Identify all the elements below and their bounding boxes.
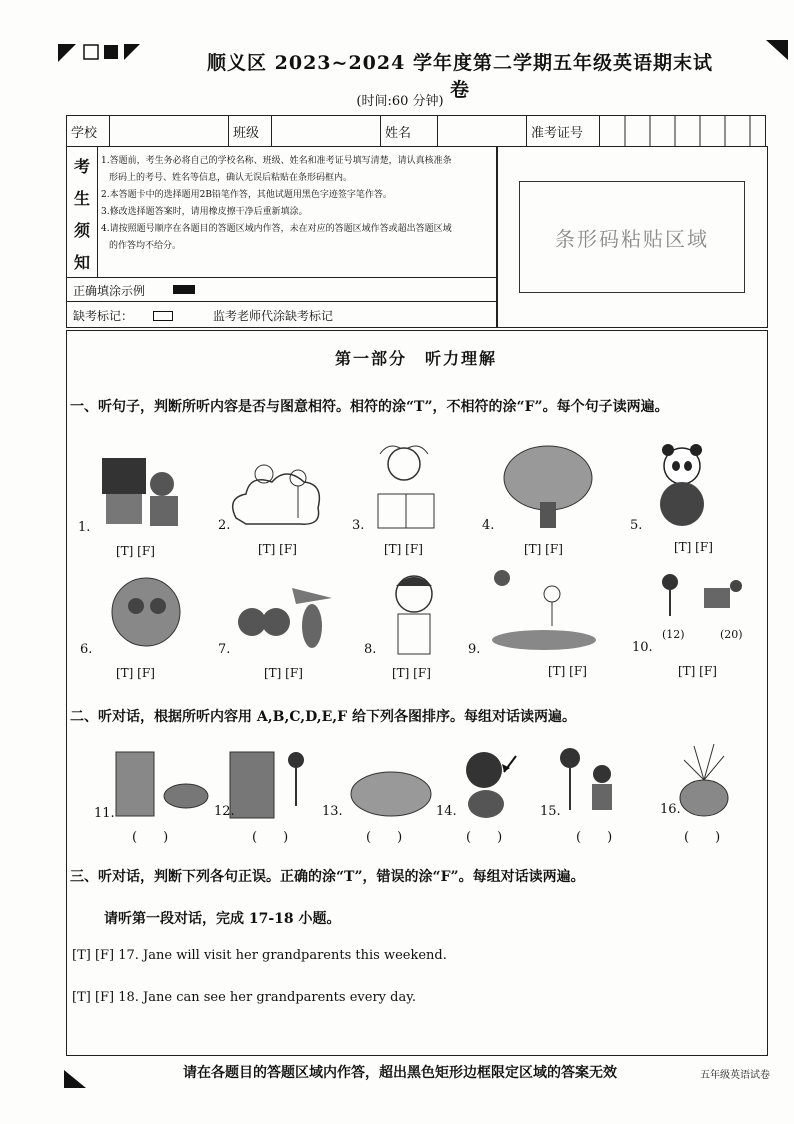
answer-paren[interactable]: ( ) — [252, 830, 289, 845]
kids-with-numbers-image — [656, 570, 746, 628]
answer-paren[interactable]: ( ) — [684, 830, 721, 845]
item-number: 9. — [468, 642, 481, 657]
footer-page-label: 五年级英语试卷 — [700, 1070, 770, 1081]
exam-id-label: 准考证号 — [527, 116, 600, 147]
absent-note: 监考老师代涂缺考标记 — [213, 309, 334, 323]
note-line: 3.修改选择题答案时，请用橡皮擦干净后重新填涂。 — [101, 207, 308, 217]
corner-mark-right — [766, 40, 788, 64]
section2-instruction: 二、听对话，根据所听内容用 A,B,C,D,E,F 给下列各图排序。每组对话读两遍。 — [70, 709, 576, 725]
section3-instruction: 三、听对话，判断下列各句正误。正确的涂“T”，错误的涂“F”。每组对话读两遍。 — [70, 869, 585, 885]
absent-label: 缺考标记： — [73, 309, 134, 323]
number-label: (12) — [662, 628, 685, 641]
item-number: 7. — [218, 642, 231, 657]
item-number: 12. — [214, 804, 235, 819]
bag-shoes-image — [112, 748, 212, 824]
candidate-notes — [66, 146, 498, 328]
tf-bubbles[interactable]: [T] [F] — [264, 666, 303, 680]
fill-example-row — [67, 277, 497, 302]
notes-list — [101, 153, 493, 255]
tf-bubbles[interactable]: [T] [F] — [116, 544, 155, 558]
class-field[interactable] — [272, 116, 381, 147]
tf-bubbles[interactable]: [T] [F] — [384, 542, 423, 556]
tf-bubbles[interactable]: [T] [F] — [548, 664, 587, 678]
tf-bubbles[interactable]: [T] [F] — [392, 666, 431, 680]
triangle-mark-icon — [64, 1070, 86, 1088]
school-field[interactable] — [110, 116, 229, 147]
triangle-mark-icon — [766, 40, 788, 60]
fill-example-label: 正确填涂示例 — [73, 284, 146, 298]
absent-bubble[interactable] — [153, 311, 173, 321]
item-number: 15. — [540, 804, 561, 819]
girl-arrow-image — [460, 746, 524, 826]
filled-bubble-icon — [173, 285, 195, 294]
tree-image — [500, 444, 596, 534]
note-line: 1.答题前，考生务必将自己的学校名称、班级、姓名和准考证号填写清楚，请认真核准条 — [101, 156, 452, 166]
item-number: 4. — [482, 518, 495, 533]
girl-reading-image — [370, 440, 440, 536]
item-number: 6. — [80, 642, 93, 657]
barcode-paste-zone: 条形码粘贴区域 — [519, 181, 745, 293]
item-number: 1. — [78, 520, 91, 535]
tf-bubbles[interactable]: [T] [F] — [678, 664, 717, 678]
doctor-boy-image — [382, 568, 446, 662]
item-number: 14. — [436, 804, 457, 819]
absent-row — [67, 301, 497, 328]
section1-instruction: 一、听句子，判断所听内容是否与图意相符。相符的涂“T”，不相符的涂“F”。每个句子读两遍。 — [70, 399, 669, 415]
page-title: 顺义区 2023~2024 学年度第二学期五年级英语期末试卷 — [207, 52, 713, 101]
note-line: 2.本答题卡中的选择题用2B铅笔作答，其他试题用黑色字迹签字笔作答。 — [101, 190, 392, 200]
item-number: 11. — [94, 806, 115, 821]
question-18[interactable]: [T] [F] 18. Jane can see her grandparents every day. — [72, 990, 416, 1005]
barcode-area — [496, 146, 768, 328]
item-number: 3. — [352, 518, 365, 533]
item-number: 2. — [218, 518, 231, 533]
shop-people-image — [228, 746, 318, 824]
tf-bubbles[interactable]: [T] [F] — [116, 666, 155, 680]
number-label: (20) — [720, 628, 743, 641]
name-field[interactable] — [438, 116, 527, 147]
food-plate-image — [346, 764, 436, 824]
alignment-marks-icon — [58, 44, 142, 64]
tf-bubbles[interactable]: [T] [F] — [524, 542, 563, 556]
item-number: 16. — [660, 802, 681, 817]
part-title: 第一部分 听力理解 — [334, 349, 497, 368]
answer-paren[interactable]: ( ) — [366, 830, 403, 845]
school-label: 学校 — [67, 116, 110, 147]
section3-subinstruction: 请听第一段对话，完成 17-18 小题。 — [104, 911, 341, 927]
panda-image — [648, 440, 718, 534]
answer-paren[interactable]: ( ) — [466, 830, 503, 845]
note-line: 的作答均不给分。 — [109, 241, 182, 251]
note-line: 4.请按照题号顺序在各题目的答题区域内作答，未在对应的答题区域作答或超出答题区域 — [101, 224, 452, 234]
notes-side-label: 考 生 须 知 — [67, 147, 98, 277]
tf-bubbles[interactable]: [T] [F] — [258, 542, 297, 556]
plant-pot-image — [674, 740, 734, 824]
answer-paren[interactable]: ( ) — [132, 830, 169, 845]
vegetables-image — [232, 578, 342, 652]
robot-image — [100, 570, 190, 658]
footer-corner-mark — [64, 1070, 86, 1092]
name-label: 姓名 — [381, 116, 438, 147]
answer-paren[interactable]: ( ) — [576, 830, 613, 845]
item-number: 13. — [322, 804, 343, 819]
item-number: 5. — [630, 518, 643, 533]
corner-marks-left — [58, 44, 142, 68]
footer-note: 请在各题目的答题区域内作答，超出黑色矩形边框限定区域的答案无效 — [183, 1065, 617, 1081]
class-label: 班级 — [229, 116, 272, 147]
exam-time: (时间:60 分钟) — [356, 94, 444, 109]
info-table — [66, 115, 766, 147]
two-kids-image — [552, 744, 622, 826]
exam-id-field[interactable] — [600, 116, 766, 147]
tv-computer-image — [96, 452, 186, 536]
boy-watering-image — [488, 564, 598, 658]
item-number: 8. — [364, 642, 377, 657]
item-number: 10. — [632, 640, 653, 655]
tf-bubbles[interactable]: [T] [F] — [674, 540, 713, 554]
note-line: 形码上的考号、姓名等信息，确认无误后粘贴在条形码框内。 — [109, 173, 353, 183]
children-cloud-image — [226, 448, 326, 536]
question-17[interactable]: [T] [F] 17. Jane will visit her grandparents this weekend. — [72, 948, 447, 963]
